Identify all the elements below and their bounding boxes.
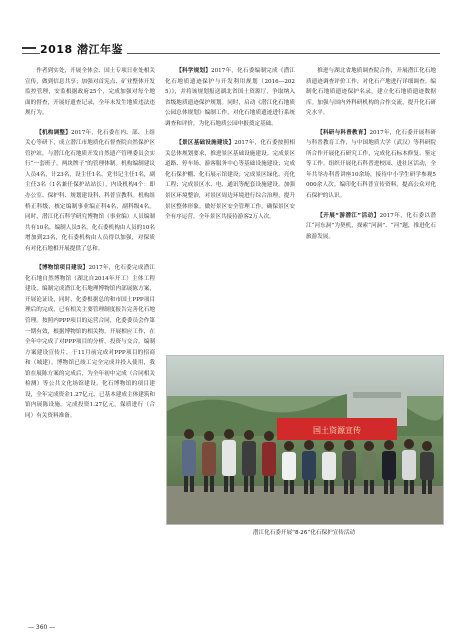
group-photo — [166, 355, 444, 525]
text-column-2 — [165, 66, 295, 348]
paragraph-text: 2017年，化石委完成潜江化石地自然博物馆（湖北自2014年开工）主体工程建设，编制完成潜江化石地理博物馆内部展陈方案，开展论证设，同时，化委根据总的和市国土PPP项目理后的完成，已有相关主要管理制度报告完善化石地管理。按照内PPP项目的运营合同，化委委员会作第一期有效，根据博物馆的相关物，开展相应工作，在全年中完成了对PPP项目的分析，投资与交合，编制方案建设宣传片，于11月前完成对PPP项目的招商和（城建），博物馆已竣工完全完成并投入使用，我馆在展陈方案的完成后，为全年初中完成（合同相关检测）等公共文化场馆建设。化石博物馆的项目建设，全年完成资金1.27亿元，已基本建成主体建筑和馆内展陈设施。完成投资1.27亿元，保质进行（合同）有关资料准备。 — [25, 265, 155, 419]
paragraph — [25, 263, 155, 421]
paragraph-text: 2017年，化石委按照相关总体规划要求，推进景区基础设施建设。完成景区道路、停车场、游客服务中心等基础设施建设；完成化石保护棚、化石展示馆建设；完成景区绿化、亮化工程；完成景区水、电、通讯等配套设施建设。加强景区环境整治，对景区周边环境进行综合治理，提升景区整体形象。做好景区安全管理工作，确保景区安全有序运营。全年景区共接待游客2万人次。 — [165, 140, 295, 221]
header-left-mark — [22, 47, 36, 49]
text-column-1 — [25, 66, 155, 622]
paragraph-text: 推进与湖北省地质调查院合作，开展潜江化石地质遗迹调查评价工作，对化石产地进行详细调查。编制化石地质遗迹保护名录，建立化石地质遗迹数据库。加强与国内外科研机构的合作交流，提升化石研究水平。 — [306, 68, 436, 117]
paragraph — [25, 128, 155, 255]
photo-caption: 潜江化石委开展“8·26”化石保护宣传活动 — [252, 530, 356, 536]
paragraph-text: 2017年，化石委编制完成《潜江化石地质遗迹保护与开发利用规划（2016—2025）》，并将该规划报送湖北省国土资源厅，争取纳入省级地质遗迹保护规划。同时，启动《潜江化石地质公园总体规划》编制工作，对化石地质遗迹进行系统调查和评价，为化石地质公园申报奠定基础。 — [165, 68, 295, 127]
page-number: — 360 — — [28, 624, 56, 631]
section-title: 2018 潜江年鉴 — [40, 41, 127, 57]
paragraph-heading: 【博物馆项目建设】 — [36, 265, 89, 272]
paragraph-text: 2017年，化石委开展科研与科普教育工作，与中国地质大学（武汉）等科研院所合作开展化石研究工作，完成化石标本修复、鉴定等工作。组织开展化石科普进校园、进社区活动，全年共举办科普讲座10余场，接待中小学生研学参观5000余人次。编印化石科普宣传资料，提高公众对化石保护的认识。 — [306, 129, 436, 200]
paragraph — [165, 66, 295, 129]
paragraph — [306, 211, 436, 243]
paragraph — [306, 128, 436, 202]
paragraph-text: 2017年，化石委在内、部、上组关心等研下，成立潜江市地质化石督查院自然保护区管护站，与潜江化石地质开发自然遗产管理委员会实行“一套班子，两块牌子”的管理体制。机构编制建议人员4名，计23名，设主任1名、党书记主任1名，副主任3名（1名兼任保护站站长），内设机构4个：即办公室、保护科、规划建设科、科普宣教科。机构组桥正科级，核定编制事业编正科4名，副科级4名。同时，潜江化石科学研究博物馆（事业编）人员编制共有10名，编制人员5名，化石委机构由人员的10名增加到23名，化石委机构由人员得以加强，对保质有对化石地相开展提供了总和。 — [25, 129, 155, 252]
paragraph — [165, 138, 295, 222]
text-column-3 — [306, 66, 436, 348]
paragraph-text: 2017年，化石委以潜江“河东洞”为契机，探索“河洞”、“河”题，推进化石旅游发展。 — [306, 212, 436, 240]
paragraph-heading: 【科学规划】 — [176, 68, 212, 74]
paragraph-text: 作者到实处，开展全体会、国土专项日业处相关宣传，做到信息共享；加强对首宪点、矿业整体开发监控管理，安监根据政府25个，完成加强对每个地面的督查，开展好遗查记录，全年未发生地质违法违规行为。 — [25, 68, 155, 117]
paragraph-heading: 【开展“游潜江”活动】 — [317, 212, 380, 219]
section-header — [22, 41, 440, 55]
svg-text:国土资源宣传: 国土资源宣传 — [313, 426, 361, 435]
paragraph — [25, 66, 155, 119]
paragraph — [306, 66, 436, 119]
paragraph-heading: 【机构调整】 — [36, 129, 72, 136]
group-photo-illustration — [167, 356, 443, 524]
paragraph-heading: 【科研与科普教育】 — [317, 129, 370, 136]
paragraph-heading: 【景区基础设施建设】 — [176, 140, 235, 147]
